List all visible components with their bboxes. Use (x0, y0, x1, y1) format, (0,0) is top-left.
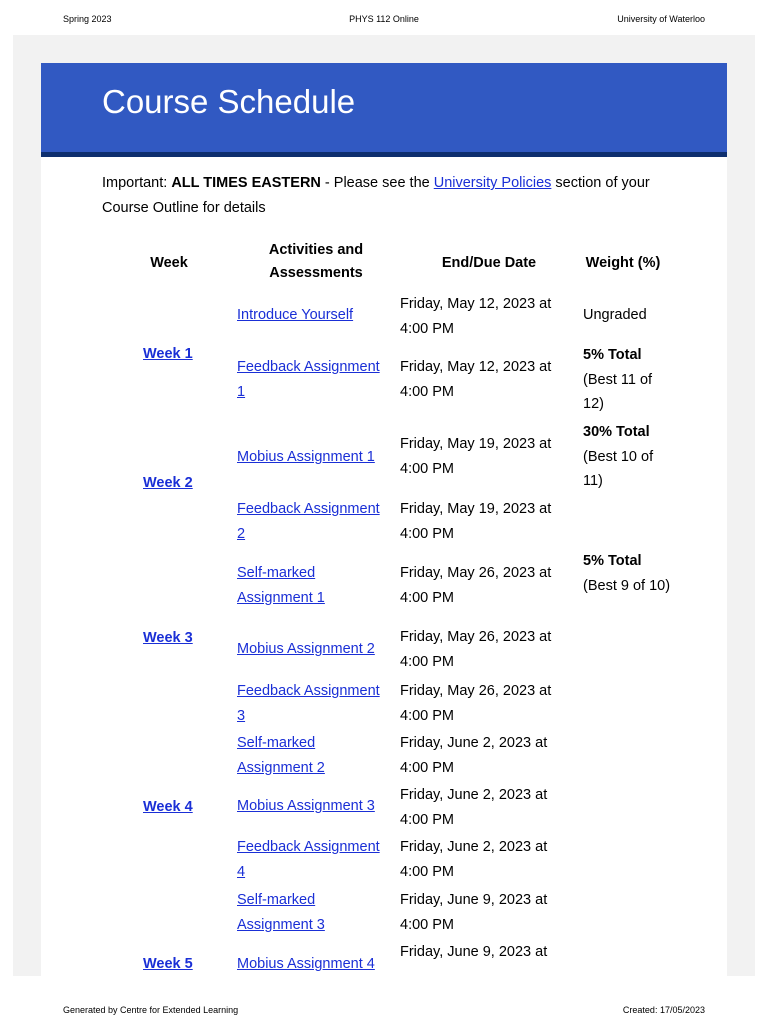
due-date: Friday, May 26, 2023 at 4:00 PM (400, 683, 552, 724)
due-date: Friday, June 9, 2023 at 4:00 PM (400, 892, 548, 933)
week-4-link[interactable]: Week 4 (143, 799, 193, 815)
weight-total: 5% Total (583, 553, 642, 569)
activity-link[interactable]: Feedback Assignment 3 (237, 683, 380, 724)
page-title: Course Schedule (102, 83, 356, 120)
due-date: Friday, June 2, 2023 at 4:00 PM (400, 787, 548, 828)
activity-link[interactable]: Mobius Assignment 2 (237, 641, 375, 657)
header-week: Week (150, 255, 188, 271)
due-date: Friday, May 12, 2023 at 4:00 PM (400, 359, 552, 400)
activity-link[interactable]: Feedback Assignment 4 (237, 839, 380, 880)
due-date: Friday, May 19, 2023 at 4:00 PM (400, 436, 552, 477)
week-2-link[interactable]: Week 2 (143, 475, 193, 491)
weight-detail: (Best 11 of 12) (583, 371, 653, 412)
due-date: Friday, June 2, 2023 at 4:00 PM (400, 735, 548, 776)
weight-detail: (Best 10 of 11) (583, 448, 654, 489)
generated-by-label: Generated by Centre for Extended Learning (63, 1005, 239, 1015)
due-date: Friday, June 9, 2023 at (400, 944, 548, 960)
week-3-link[interactable]: Week 3 (143, 630, 193, 646)
week-5-link[interactable]: Week 5 (143, 956, 193, 972)
weight-detail: (Best 9 of 10) (583, 577, 671, 594)
intro-emphasis: ALL TIMES EASTERN (171, 175, 321, 191)
activity-link[interactable]: Mobius Assignment 1 (237, 449, 375, 465)
due-date: Friday, May 19, 2023 at 4:00 PM (400, 501, 552, 542)
activity-link[interactable]: Self-marked Assignment 2 (237, 735, 325, 776)
due-date: Friday, May 26, 2023 at 4:00 PM (400, 629, 552, 670)
activity-link[interactable]: Feedback Assignment 1 (237, 359, 380, 400)
activity-link[interactable]: Mobius Assignment 4 (237, 956, 375, 972)
activity-link[interactable]: Mobius Assignment 3 (237, 798, 375, 814)
week-1-link[interactable]: Week 1 (143, 346, 193, 362)
schedule-table (41, 63, 727, 976)
activity-link[interactable]: Self-marked Assignment 1 (237, 565, 325, 606)
header-weight: Weight (%) (585, 255, 661, 271)
activity-link[interactable]: Self-marked Assignment 3 (237, 892, 325, 933)
page-footer (0, 1005, 768, 1019)
intro-middle: - Please see the (320, 175, 434, 191)
page-header (0, 14, 768, 30)
activity-link[interactable]: Feedback Assignment 2 (237, 501, 380, 542)
intro-suffix: section of your Course Outline for details (102, 175, 650, 216)
header-activities: Activities and Assessments (268, 242, 364, 281)
term-label: Spring 2023 (63, 14, 112, 24)
due-date: Friday, June 2, 2023 at 4:00 PM (400, 839, 548, 880)
weight-group (583, 549, 673, 598)
university-policies-link[interactable]: University Policies (433, 175, 552, 191)
content-panel (41, 63, 727, 976)
header-due: End/Due Date (441, 255, 537, 271)
due-date: Friday, May 12, 2023 at 4:00 PM (400, 296, 552, 337)
intro-prefix: Important: (102, 175, 172, 191)
activity-link[interactable]: Introduce Yourself (237, 307, 354, 323)
weight-total: 30% Total (583, 424, 650, 440)
weight-ungraded: Ungraded (583, 307, 647, 323)
institution-label: University of Waterloo (617, 14, 705, 24)
weight-total: 5% Total (583, 347, 642, 363)
due-date: Friday, May 26, 2023 at 4:00 PM (400, 565, 552, 606)
course-label: PHYS 112 Online (349, 14, 419, 24)
weight-group (583, 420, 673, 494)
created-date-label: Created: 17/05/2023 (622, 1005, 705, 1015)
weight-group (583, 343, 673, 417)
